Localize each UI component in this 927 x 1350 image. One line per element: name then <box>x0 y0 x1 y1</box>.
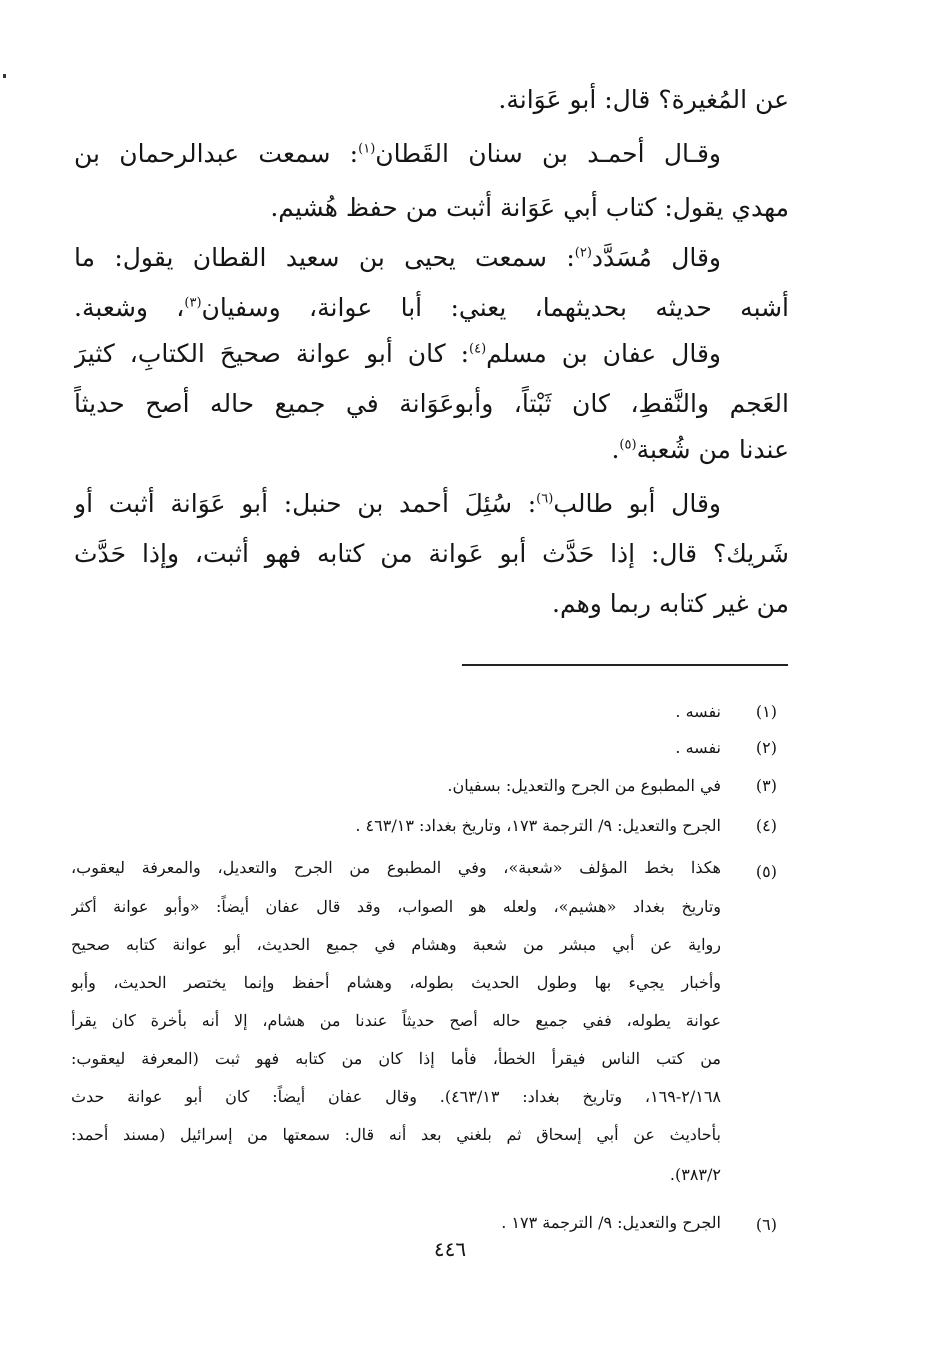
body-line-10: شَريك؟ قال: إذا حَدَّث أبو عَوانة من كتابه فهو أثبت، وإذا حَدَّث <box>74 539 789 568</box>
footnote-number-6: (٦) <box>755 1215 777 1234</box>
footnote-ref-4: (٤) <box>469 341 487 357</box>
footnote-number-3: (٣) <box>755 776 777 795</box>
footnote-ref-1: (١) <box>358 141 376 157</box>
footnote-text-2: نفسه . <box>675 738 721 757</box>
footnote-5-line-3: رواية عن أبي مبشر من شعبة وهشام في جميع الحديث، أبو عوانة كتابه صحيح <box>71 935 721 954</box>
footnote-number-1: (١) <box>755 702 777 721</box>
footnote-5-line-4: وأخبار يجيء بها وطول الحديث بطوله، وهشام أحفظ وإنما يختصر الحديث، وأبو <box>71 973 721 992</box>
footnote-number-5: (٥) <box>755 862 777 881</box>
body-line-6: وقال عفان بن مسلم$^{(٤)}$: كان أبو عوانة صحيحَ الكتابِ، كثيرَ <box>74 339 721 368</box>
footnote-5-line-5: عوانة يطوله، ففي جميع حاله أصح حديثاً عندنا من هشام، إلا أنه بأخرة كان يقرأ <box>71 1011 721 1030</box>
footnote-ref-6: (٦) <box>536 491 554 507</box>
footnote-5-line-9: ٣٨٣/٢). <box>669 1165 721 1184</box>
body-line-2: وقـال أحمـد بن سنان القَطان$^{(١)}$: سمعت عبدالرحمان بن <box>74 139 721 168</box>
page-number: ٤٤٦ <box>433 1237 467 1261</box>
body-line-9: وقال أبو طالب$^{(٦)}$: سُئِلَ أحمد بن حنبل: أبو عَوَانة أثبت أو <box>74 489 721 518</box>
footnote-5-line-2: وتاريخ بغداد «هشيم»، ولعله هو الصواب، وقد قال عفان أيضاً: «وأبو عوانة أكثر <box>71 897 721 916</box>
body-line-5: أشبه حديثه بحديثهما، يعني: أبا عوانة، وسفيان$^{(٣)}$، وشعبة. <box>74 293 789 322</box>
footnote-text-1: نفسه . <box>675 702 721 721</box>
footnote-number-4: (٤) <box>755 816 777 835</box>
body-line-8: عندنا من شُعبة$^{(٥)}$. <box>611 435 789 464</box>
footnote-5-line-7: ٢/١٦٨-١٦٩، وتاريخ بغداد: ٤٦٣/١٣). وقال عفان أيضاً: كان أبو عوانة حدث <box>71 1087 721 1106</box>
footnote-ref-2: (٢) <box>574 245 592 261</box>
footnote-number-2: (٢) <box>755 738 777 757</box>
body-line-1: عن المُغيرة؟ قال: أبو عَوَانة. <box>498 85 789 114</box>
footnote-5-line-8: بأحاديث عن أبي إسحاق ثم بلغني بعد أنه قال: سمعتها من إسرائيل (مسند أحمد: <box>71 1125 721 1144</box>
body-line-11: من غير كتابه ربما وهم. <box>552 589 789 618</box>
footnote-text-3: في المطبوع من الجرح والتعديل: بسفيان. <box>447 776 721 795</box>
footnote-ref-5: (٥) <box>619 437 637 453</box>
body-line-7: العَجم والنَّقطِ، كان ثَبْتاً، وأبوعَوَانة في جميع حاله أصح حديثاً <box>74 389 789 418</box>
footnote-5-line-6: من كتب الناس فيقرأ الخطأ، فأما إذا كان من كتابه فهو ثبت (المعرفة ليعقوب: <box>71 1049 721 1068</box>
body-line-4: وقال مُسَدَّد$^{(٢)}$: سمعت يحيى بن سعيد القطان يقول: ما <box>74 243 721 272</box>
footnote-text-6: الجرح والتعديل: ٩/ الترجمة ١٧٣ . <box>501 1213 721 1232</box>
scan-speck <box>3 74 6 78</box>
body-line-3: مهدي يقول: كتاب أبي عَوَانة أثبت من حفظ هُشيم. <box>270 193 789 222</box>
footnote-ref-3: (٣) <box>184 295 202 311</box>
footnote-text-4: الجرح والتعديل: ٩/ الترجمة ١٧٣، وتاريخ بغداد: ٤٦٣/١٣ . <box>355 816 721 835</box>
footnote-separator <box>462 664 788 666</box>
footnote-5-line-1: هكذا بخط المؤلف «شعبة»، وفي المطبوع من الجرح والتعديل، والمعرفة ليعقوب، <box>71 858 721 877</box>
